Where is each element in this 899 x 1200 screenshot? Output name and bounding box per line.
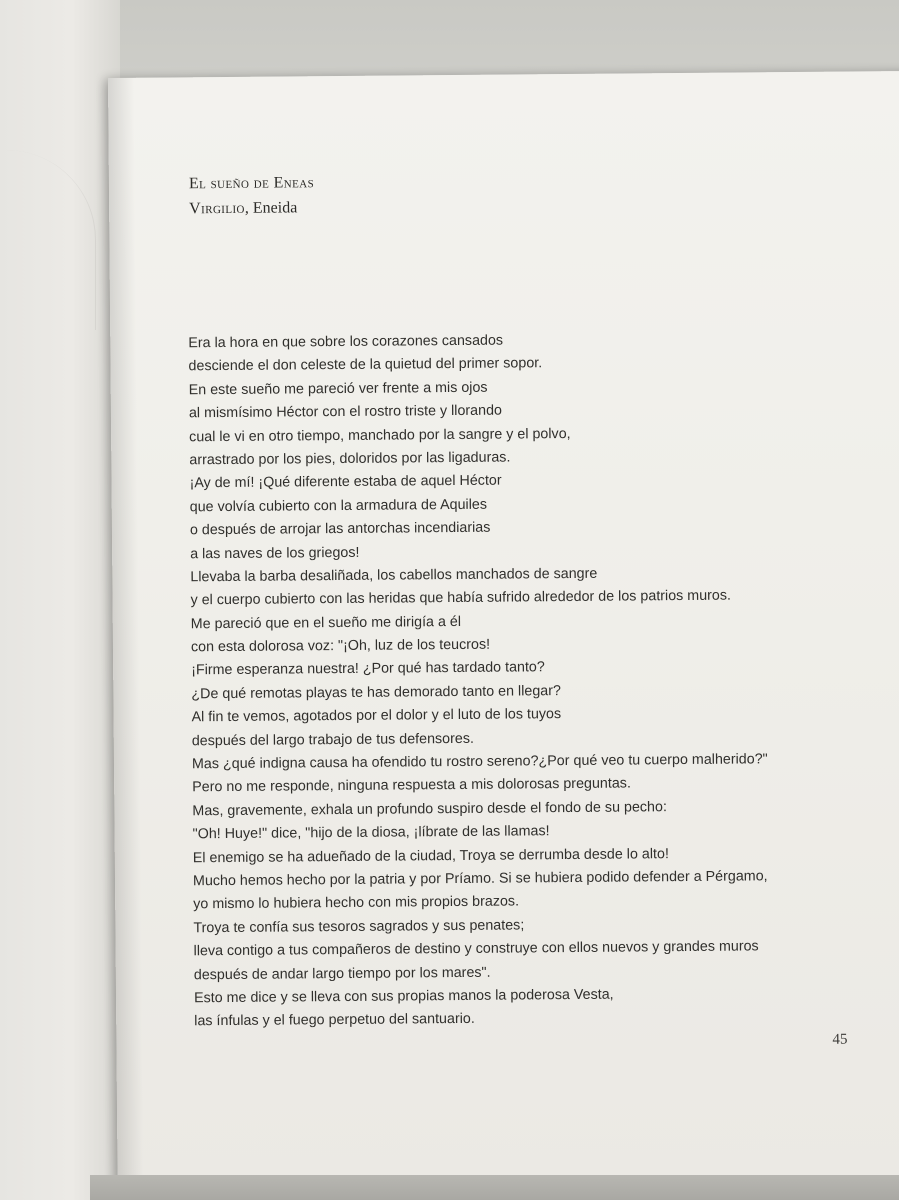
verse-line: El enemigo se ha adueñado de la ciudad, Troya se derrumba desde lo alto! (192, 845, 669, 866)
verse-line: desciende el don celeste de la quietud del primer sopor. (188, 355, 543, 375)
page-curl (0, 150, 96, 330)
verse-line: o después de arrojar las antorchas incendiarias (189, 519, 491, 539)
verse-line: ¿De qué remotas playas te has demorado tanto en llegar? (191, 682, 561, 703)
verse-line: las ínfulas y el fuego perpetuo del santuario. (194, 1011, 475, 1030)
verse-line: Pero no me responde, ninguna respuesta a mis dolorosas preguntas. (192, 775, 631, 796)
verse-line: con esta dolorosa voz: "¡Oh, luz de los teucros! (190, 636, 491, 656)
verse-line: que volvía cubierto con la armadura de Aquiles (189, 496, 488, 516)
poem-title: El sueño de Eneas (188, 174, 315, 193)
verse-line: Me pareció que en el sueño me dirigía a él (190, 613, 462, 632)
verse-line: Al fin te vemos, agotados por el dolor y el luto de los tuyos (191, 706, 562, 726)
verse-line: ¡Ay de mí! ¡Qué diferente estaba de aquel Héctor (189, 472, 502, 492)
source-separator: , (244, 199, 253, 217)
verse-line: al mismísimo Héctor con el rostro triste y llorando (188, 402, 503, 422)
verse-line: Mucho hemos hecho por la patria y por Príamo. Si se hubiera podido defender a Pérgamo, (192, 868, 768, 890)
page-number: 45 (832, 1031, 848, 1048)
poem-source (189, 199, 297, 218)
author-name: Virgilio (189, 199, 245, 218)
verse-list (188, 326, 894, 1034)
table-surface (90, 1175, 899, 1200)
verse-line: a las naves de los griegos! (190, 544, 360, 562)
verse-line: después de andar largo tiempo por los mares". (193, 964, 491, 983)
verse-line: ¡Firme esperanza nuestra! ¿Por qué has tardado tanto? (191, 659, 545, 679)
verse-line: Era la hora en que sobre los corazones cansados (188, 332, 504, 352)
work-title: Eneida (252, 199, 298, 217)
verse-line: después del largo trabajo de tus defensores. (191, 730, 475, 749)
verse-line: y el cuerpo cubierto con las heridas que había sufrido alrededor de los patrios muros. (190, 587, 732, 609)
verse-line: Troya te confía sus tesoros sagrados y sus penates; (193, 917, 525, 937)
verse-line: Mas, gravemente, exhala un profundo suspiro desde el fondo de su pecho: (192, 798, 667, 820)
verse-line: Mas ¿qué indigna causa ha ofendido tu rostro sereno?¿Por qué veo tu cuerpo malherido?" (191, 751, 768, 773)
verse-line: "Oh! Huye!" dice, "hijo de la diosa, ¡líbrate de las llamas! (192, 823, 550, 843)
book-page (108, 71, 899, 1188)
verse-line: cual le vi en otro tiempo, manchado por la sangre y el polvo, (189, 425, 571, 445)
previous-page-edge (0, 0, 120, 1200)
verse-line: Llevaba la barba desaliñada, los cabellos manchados de sangre (190, 565, 598, 586)
verse-line: Esto me dice y se lleva con sus propias manos la poderosa Vesta, (193, 986, 614, 1007)
verse-line: En este sueño me pareció ver frente a mis ojos (188, 379, 488, 399)
verse-line: lleva contigo a tus compañeros de destino y construye con ellos nuevos y grandes muros (193, 938, 759, 960)
verse-line: yo mismo lo hubiera hecho con mis propios brazos. (193, 893, 520, 913)
verse-line: arrastrado por los pies, doloridos por las ligaduras. (189, 449, 511, 469)
